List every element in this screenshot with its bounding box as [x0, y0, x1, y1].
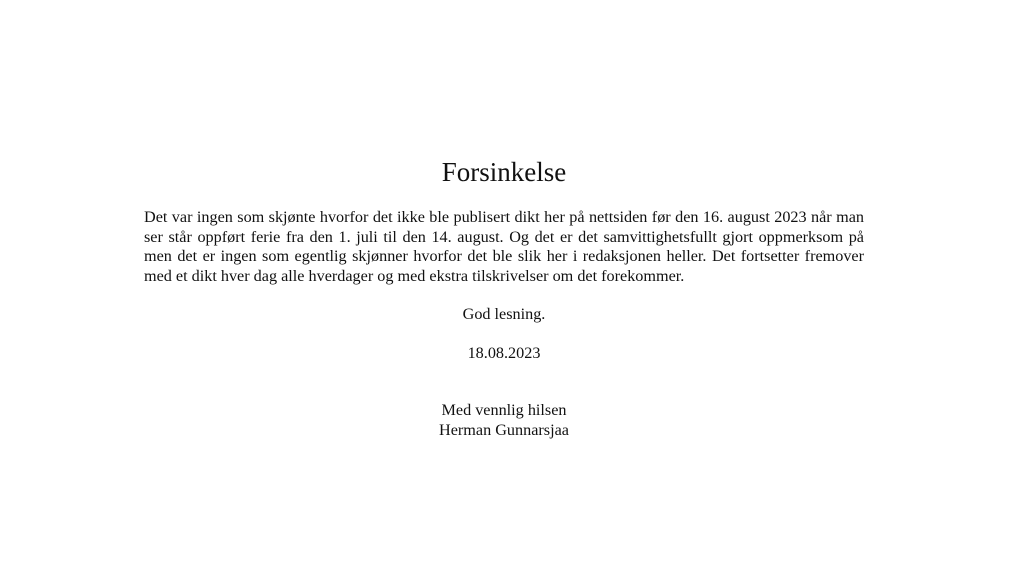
signoff-block: [144, 401, 864, 440]
document-page: [144, 152, 864, 440]
greeting-line: God lesning.: [462, 305, 546, 323]
date-line: 18.08.2023: [467, 343, 541, 362]
page-title: Forsinkelse: [441, 157, 567, 187]
closing-line: Med vennlig hilsen: [441, 401, 567, 419]
author-name: Herman Gunnarsjaa: [439, 420, 569, 439]
body-paragraph: Det var ingen som skjønte hvorfor det ikke ble publisert dikt her på nettsiden før den 16. august 2023 når man ser står oppført ferie fra den 1. juli til den 14. august. Og det er det samvittighetsfullt gjort oppmerksom på men det er ingen som egentlig skjønner hvorfor det ble slik her i redaksjonen heller. Det fortsetter fremover med et dikt hver dag alle hverdager og med ekstra tilskrivelser om det forekommer.: [144, 208, 864, 285]
